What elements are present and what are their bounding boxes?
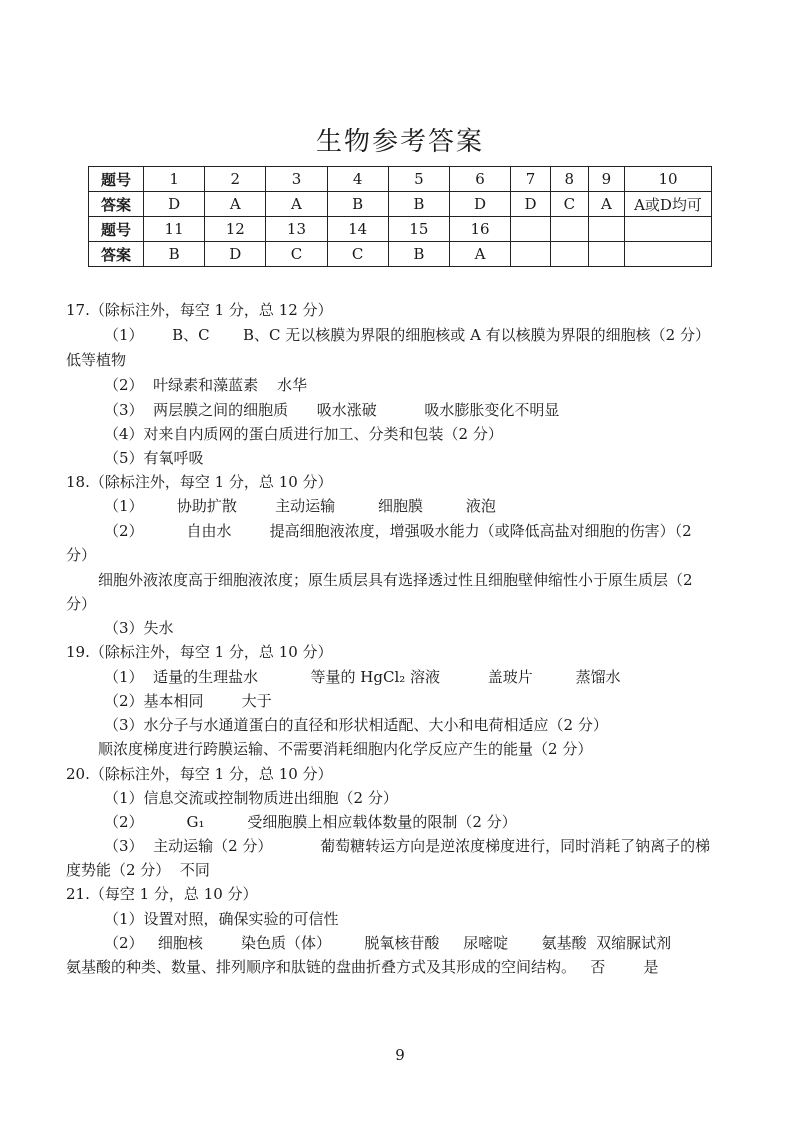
table-cell: A (449, 242, 510, 267)
table-cell (625, 242, 712, 267)
table-row (89, 167, 712, 192)
answer-table (88, 166, 712, 267)
table-cell: 12 (205, 217, 266, 242)
table-cell: A或D均可 (625, 192, 712, 217)
row-header: 题号 (89, 167, 144, 192)
answer-line: （1）信息交流或控制物质进出细胞（2 分） (104, 789, 398, 807)
answer-line: 细胞外液浓度高于细胞液浓度；原生质层具有选择透过性且细胞壁伸缩性小于原生质层（2 (98, 571, 693, 589)
answer-line: （2） 叶绿素和藻蓝素 水华 (104, 376, 308, 394)
question-18-header: 18.（除标注外，每空 1 分，总 10 分） (66, 473, 333, 491)
question-17-header: 17.（除标注外，每空 1 分，总 12 分） (66, 301, 333, 319)
answer-line: （1） B、C B、C 无以核膜为界限的细胞核或 A 有以核膜为界限的细胞核（2 分） (104, 326, 710, 344)
table-cell (511, 242, 551, 267)
table-cell: D (449, 192, 510, 217)
page-number: 9 (395, 1046, 405, 1064)
table-cell: 8 (550, 167, 588, 192)
table-cell: 14 (327, 217, 388, 242)
page-title: 生物参考答案 (315, 127, 484, 157)
table-cell (511, 217, 551, 242)
table-cell: B (327, 192, 388, 217)
answer-line: 氨基酸的种类、数量、排列顺序和肽链的盘曲折叠方式及其形成的空间结构。 否 是 (66, 958, 659, 976)
question-20-header: 20.（除标注外，每空 1 分，总 10 分） (66, 765, 333, 783)
answer-line: （1） 协助扩散 主动运输 细胞膜 液泡 (104, 497, 496, 515)
answer-line: （4）对来自内质网的蛋白质进行加工、分类和包装（2 分） (104, 425, 503, 443)
table-cell: B (144, 242, 205, 267)
table-cell (625, 217, 712, 242)
table-cell: A (588, 192, 624, 217)
table-cell (588, 242, 624, 267)
table-cell: 13 (266, 217, 327, 242)
table-cell: D (511, 192, 551, 217)
table-cell: 15 (388, 217, 449, 242)
table-cell: 9 (588, 167, 624, 192)
table-cell: 1 (144, 167, 205, 192)
table-cell: 7 (511, 167, 551, 192)
answer-line: （1）设置对照，确保实验的可信性 (104, 910, 339, 928)
table-cell: 16 (449, 217, 510, 242)
table-cell: C (266, 242, 327, 267)
answer-line: 分） (66, 595, 97, 613)
row-header: 答案 (89, 242, 144, 267)
answer-line: （2） G₁ 受细胞膜上相应载体数量的限制（2 分） (104, 813, 517, 831)
table-cell: C (550, 192, 588, 217)
table-cell: B (388, 192, 449, 217)
table-cell: D (205, 242, 266, 267)
question-21-header: 21.（每空 1 分，总 10 分） (66, 885, 258, 903)
table-cell: 10 (625, 167, 712, 192)
table-cell: A (266, 192, 327, 217)
answer-line: （3） 两层膜之间的细胞质 吸水涨破 吸水膨胀变化不明显 (104, 401, 560, 419)
table-row (89, 192, 712, 217)
table-cell (588, 217, 624, 242)
answer-line: （2）基本相同 大于 (104, 692, 272, 710)
table-cell (550, 217, 588, 242)
answer-line: （1） 适量的生理盐水 等量的 HgCl₂ 溶液 盖玻片 蒸馏水 (104, 668, 621, 686)
table-cell: A (205, 192, 266, 217)
table-cell: 2 (205, 167, 266, 192)
table-cell: 5 (388, 167, 449, 192)
table-cell: C (327, 242, 388, 267)
answer-line: （2） 自由水 提高细胞液浓度，增强吸水能力（或降低高盐对细胞的伤害）（2 (104, 522, 692, 540)
table-row (89, 242, 712, 267)
answer-line: （3） 主动运输（2 分） 葡萄糖转运方向是逆浓度梯度进行，同时消耗了钠离子的梯 (104, 837, 711, 855)
answer-line: （2） 细胞核 染色质（体） 脱氧核苷酸 尿嘧啶 氨基酸 双缩脲试剂 (104, 934, 672, 952)
answer-line: 顺浓度梯度进行跨膜运输、不需要消耗细胞内化学反应产生的能量（2 分） (98, 740, 593, 758)
table-cell: 6 (449, 167, 510, 192)
row-header: 题号 (89, 217, 144, 242)
table-cell: D (144, 192, 205, 217)
answer-line: （3）失水 (104, 619, 174, 637)
table-cell: 11 (144, 217, 205, 242)
question-19-header: 19.（除标注外，每空 1 分，总 10 分） (66, 643, 333, 661)
answer-line: 低等植物 (66, 351, 127, 369)
answer-line: （3）水分子与水通道蛋白的直径和形状相适配、大小和电荷相适应（2 分） (104, 716, 608, 734)
table-cell: 3 (266, 167, 327, 192)
answer-line: （5）有氧呼吸 (104, 449, 204, 467)
table-cell (550, 242, 588, 267)
table-cell: 4 (327, 167, 388, 192)
row-header: 答案 (89, 192, 144, 217)
table-row (89, 217, 712, 242)
answer-line: 分） (66, 546, 97, 564)
table-cell: B (388, 242, 449, 267)
answer-line: 度势能（2 分） 不同 (66, 861, 210, 879)
